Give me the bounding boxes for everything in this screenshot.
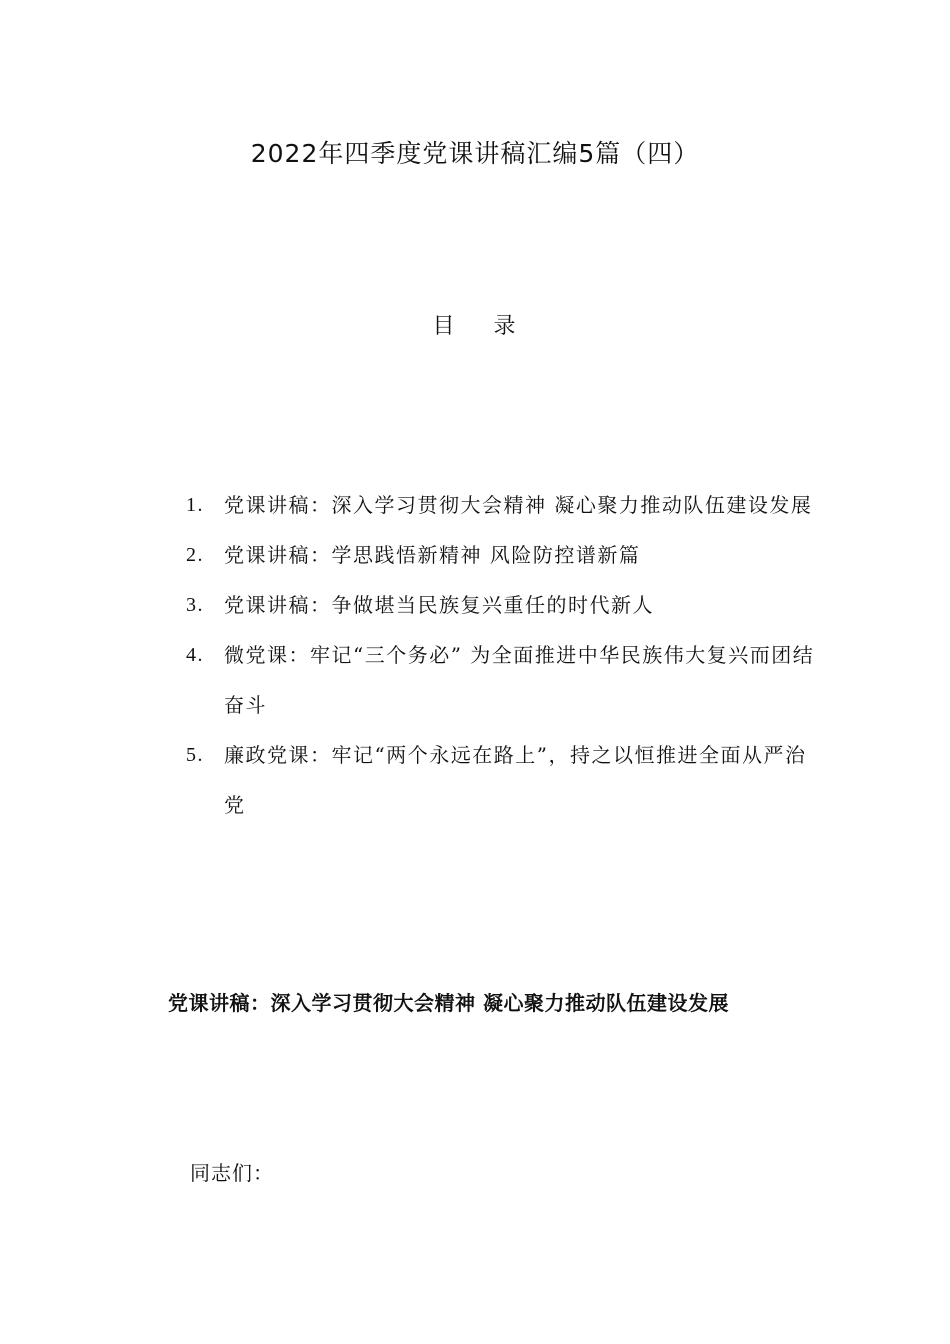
document-title: 2022年四季度党课讲稿汇编5篇（四） [250,139,700,168]
toc-item-number: 3. [186,594,204,616]
toc-item-number: 5. [186,744,204,766]
toc-item-4 [186,630,826,730]
toc-item-1 [186,480,826,530]
section-heading: 党课讲稿：深入学习贯彻大会精神 凝心聚力推动队伍建设发展 [168,991,729,1015]
toc-item-number: 4. [186,644,204,666]
toc-heading: 目 录 [432,314,518,339]
toc-item-text: 微党课：牢记“三个务必” 为全面推进中华民族伟大复兴而团结奋斗 [224,643,815,717]
toc-item-3 [186,580,826,630]
toc-item-5 [186,730,826,830]
salutation: 同志们： [190,1161,274,1185]
toc-item-text: 党课讲稿：深入学习贯彻大会精神 凝心聚力推动队伍建设发展 [224,493,813,517]
toc-item-text: 党课讲稿：争做堪当民族复兴重任的时代新人 [224,593,654,617]
toc-item-text: 党课讲稿：学思践悟新精神 风险防控谱新篇 [224,543,641,567]
table-of-contents [186,480,826,830]
toc-item-number: 2. [186,544,204,566]
toc-item-2 [186,530,826,580]
toc-item-text: 廉政党课：牢记“两个永远在路上”，持之以恒推进全面从严治党 [224,743,807,817]
toc-item-number: 1. [186,494,204,516]
